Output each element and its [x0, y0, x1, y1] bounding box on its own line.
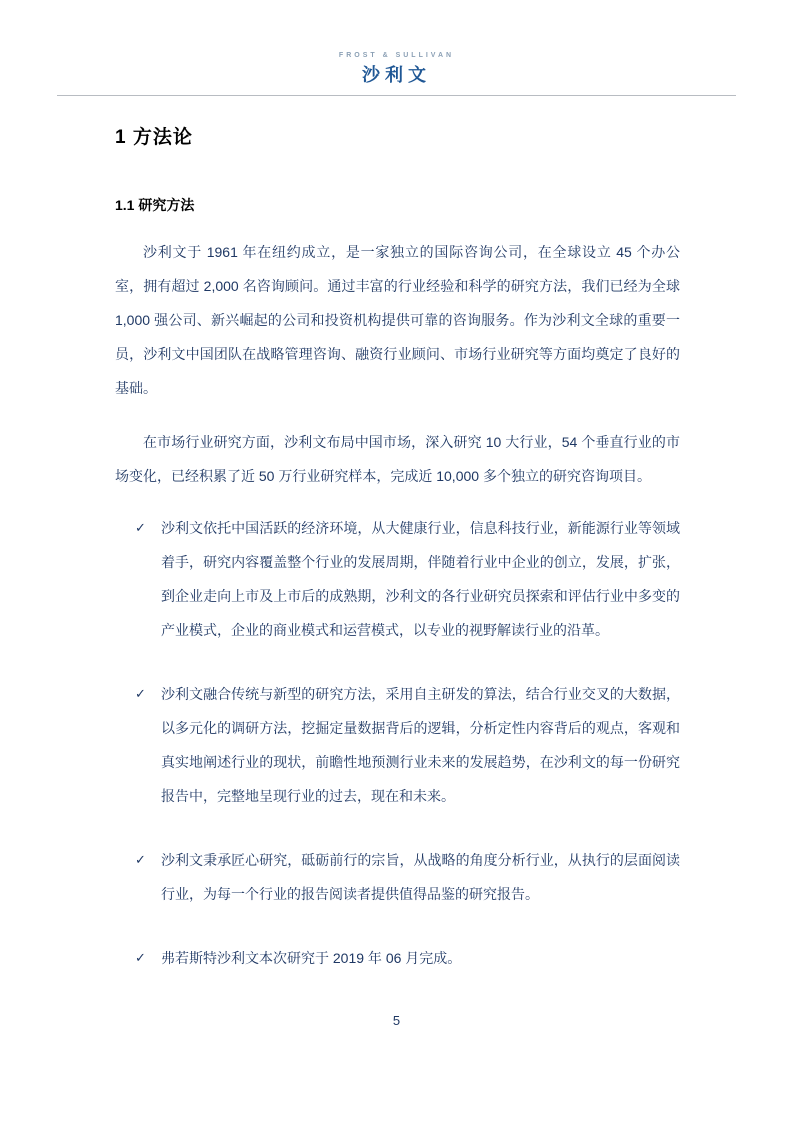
page-header	[0, 0, 793, 96]
bullet-item	[135, 843, 680, 911]
bullet-list	[135, 511, 680, 975]
checkmark-icon: ✓	[135, 950, 146, 965]
header-divider	[57, 95, 736, 96]
bullet-item	[135, 941, 680, 975]
paragraph: 沙利文于 1961 年在纽约成立，是一家独立的国际咨询公司，在全球设立 45 个办公室，拥有超过 2,000 名咨询顾问。通过丰富的行业经验和科学的研究方法，我们已经为全球 1,000 强公司、新兴崛起的公司和投资机构提供可靠的咨询服务。作为沙利文全球的重要一员，沙利文中国团队在战略管理咨询、融资行业顾问、市场行业研究等方面均奠定了良好的基础。	[115, 244, 680, 396]
document-body	[0, 122, 793, 975]
bullet-text: 弗若斯特沙利文本次研究于 2019 年 06 月完成。	[161, 950, 462, 966]
checkmark-icon: ✓	[135, 852, 146, 867]
subsection-heading: 1.1 研究方法	[115, 197, 195, 213]
page-footer	[0, 1012, 793, 1030]
logo-english-text: FROST & SULLIVAN	[338, 52, 455, 59]
bullet-item	[135, 511, 680, 647]
checkmark-icon: ✓	[135, 520, 146, 535]
logo-chinese-text: 沙利文	[362, 65, 431, 85]
bullet-text: 沙利文融合传统与新型的研究方法，采用自主研发的算法，结合行业交叉的大数据，以多元化的调研方法，挖掘定量数据背后的逻辑，分析定性内容背后的观点，客观和真实地阐述行业的现状，前瞻性地预测行业未来的发展趋势，在沙利文的每一份研究报告中，完整地呈现行业的过去，现在和未来。	[161, 686, 680, 804]
bullet-item	[135, 677, 680, 813]
paragraph: 在市场行业研究方面，沙利文布局中国市场，深入研究 10 大行业，54 个垂直行业的市场变化，已经积累了近 50 万行业研究样本，完成近 10,000 多个独立的研究咨询项目。	[115, 434, 680, 484]
bullet-text: 沙利文秉承匠心研究，砥砺前行的宗旨，从战略的角度分析行业，从执行的层面阅读行业，为每一个行业的报告阅读者提供值得品鉴的研究报告。	[161, 852, 680, 902]
page-number: 5	[392, 1013, 401, 1028]
checkmark-icon: ✓	[135, 686, 146, 701]
section-heading: 1 方法论	[115, 127, 193, 148]
bullet-text: 沙利文依托中国活跃的经济环境，从大健康行业，信息科技行业，新能源行业等领域着手，研究内容覆盖整个行业的发展周期，伴随着行业中企业的创立，发展，扩张，到企业走向上市及上市后的成熟期，沙利文的各行业研究员探索和评估行业中多变的产业模式，企业的商业模式和运营模式，以专业的视野解读行业的沿革。	[161, 520, 680, 638]
